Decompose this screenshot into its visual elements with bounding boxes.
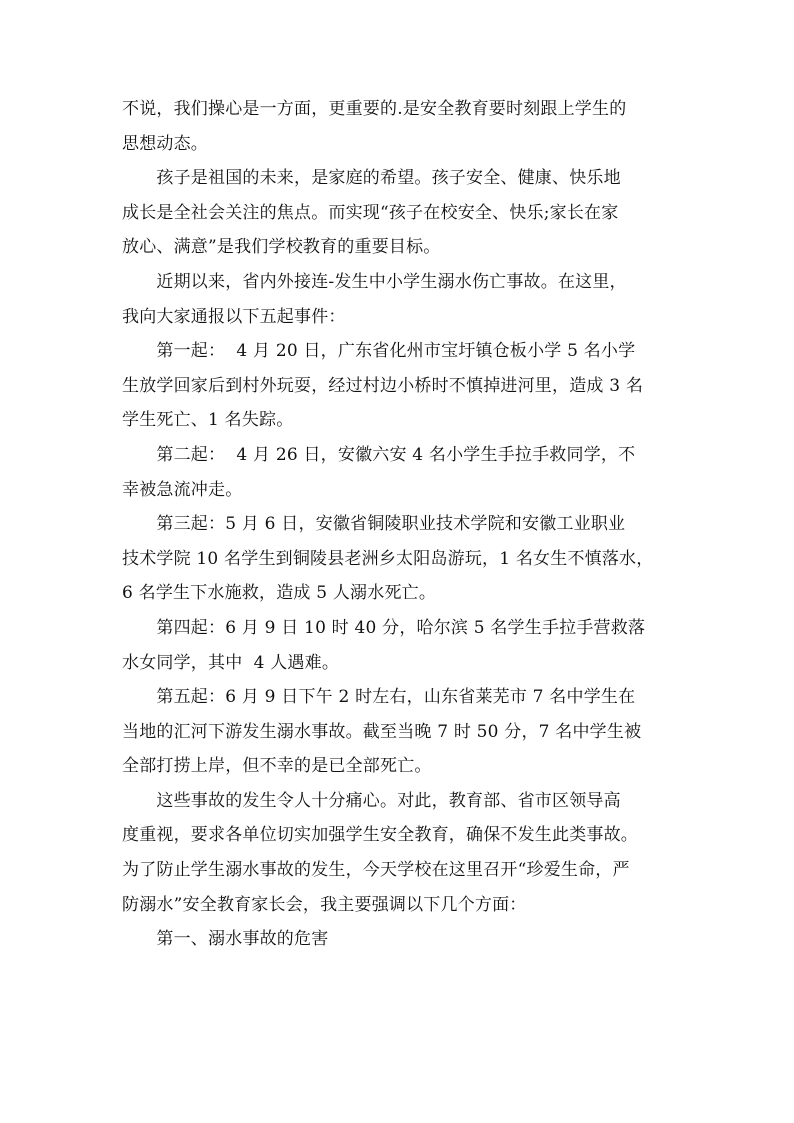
text-line: 第二起： 4 月 26 日，安徽六安 4 名小学生手拉手救同学，不 [122, 444, 636, 465]
text-line: 为了防止学生溺水事故的发生，今天学校在这里召开“珍爱生命，严 [122, 860, 630, 881]
text-line: 技术学院 10 名学生到铜陵县老洲乡太阳岛游玩，1 名女生不慎落水， [122, 548, 654, 569]
text-line: 学生死亡、1 名失踪。 [122, 410, 294, 431]
text-line: 幸被急流冲走。 [122, 479, 243, 500]
text-line: 第四起：6 月 9 日 10 时 40 分，哈尔滨 5 名学生手拉手营救落 [122, 617, 646, 638]
text-line: 度重视，要求各单位切实加强学生安全教育，确保不发生此类事故。 [122, 825, 638, 846]
text-line: 第五起：6 月 9 日下午 2 时左右，山东省莱芜市 7 名中学生在 [122, 687, 636, 708]
text-line: 6 名学生下水施救，造成 5 人溺水死亡。 [122, 583, 437, 604]
text-line: 防溺水”安全教育家长会，我主要强调以下几个方面： [122, 894, 527, 915]
text-line: 水女同学，其中 4 人遇难。 [122, 652, 340, 673]
text-line: 第一起： 4 月 20 日，广东省化州市宝圩镇仓板小学 5 名小学 [122, 341, 636, 362]
text-line: 第一、溺水事故的危害 [122, 929, 329, 950]
text-line: 放心、满意”是我们学校教育的重要目标。 [122, 237, 441, 258]
text-line: 全部打捞上岸，但不幸的是已全部死亡。 [122, 756, 432, 777]
text-line: 思想动态。 [122, 133, 208, 154]
text-line: 生放学回家后到村外玩耍，经过村边小桥时不慎掉进河里，造成 3 名 [122, 375, 644, 396]
text-line: 成长是全社会关注的焦点。而实现“孩子在校安全、快乐;家长在家 [122, 202, 619, 223]
text-line: 第三起：5 月 6 日，安徽省铜陵职业技术学院和安徽工业职业 [122, 514, 626, 535]
text-line: 这些事故的发生令人十分痛心。对此，教育部、省市区领导高 [122, 790, 621, 811]
text-line: 当地的汇河下游发生溺水事故。截至当晚 7 时 50 分，7 名中学生被 [122, 721, 642, 742]
document-body [122, 92, 682, 957]
text-line: 不说，我们操心是一方面，更重要的.是安全教育要时刻跟上学生的 [122, 99, 627, 119]
text-line: 近期以来，省内外接连-发生中小学生溺水伤亡事故。在这里， [122, 271, 627, 292]
text-line: 孩子是祖国的未来，是家庭的希望。孩子安全、健康、快乐地 [122, 168, 621, 189]
text-line: 我向大家通报以下五起事件： [122, 306, 346, 327]
